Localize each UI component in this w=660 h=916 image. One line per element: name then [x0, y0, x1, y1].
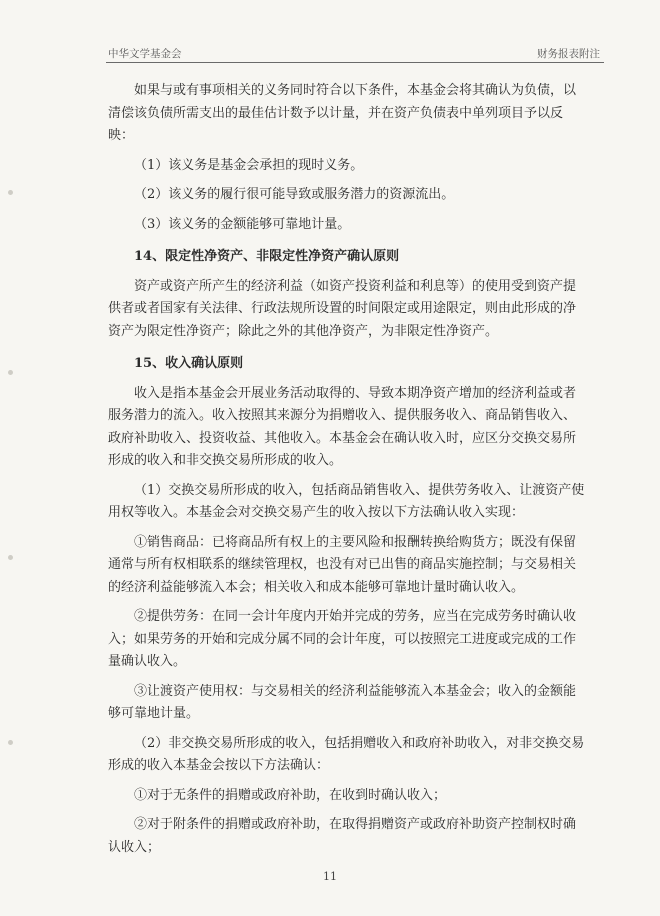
binding-holes — [8, 0, 16, 916]
liability-intro-paragraph: 如果与或有事项相关的义务同时符合以下条件，本基金会将其确认为负债，以清偿该负债所需支出的最佳估计数予以计量，并在资产负债表中单列项目予以反映： — [108, 83, 577, 143]
nonexchange-item-unconditional: ①对于无条件的捐赠或政府补助，在收到时确认收入； — [134, 787, 447, 803]
binding-hole — [8, 555, 13, 560]
binding-hole — [8, 370, 13, 375]
section-15-heading: 15、收入确认原则 — [134, 356, 244, 371]
section-14-paragraph: 资产或资产所产生的经济利益（如资产投资利益和利息等）的使用受到资产提供者或者国家有关法律、行政法规所设置的时间限定或用途限定，则由此形成的净资产为限定性净资产；除此之外的其他净资产，为非限定性净资产。 — [108, 278, 577, 339]
exchange-item-asset-use: ③让渡资产使用权：与交易相关的经济利益能够流入本基金会；收入的金额能够可靠地计量。 — [108, 683, 577, 721]
page-number: 11 — [323, 870, 337, 883]
section-15-paragraph: 收入是指本基金会开展业务活动取得的、导致本期净资产增加的经济利益或者服务潜力的流入。收入按照其来源分为捐赠收入、提供服务收入、商品销售收入、政府补助收入、投资收益、其他收入。本基金会在确认收入时，应区分交换交易所形成的收入和非交换交易所形成的收入。 — [108, 385, 577, 468]
document-body — [108, 80, 586, 859]
header-org-name: 中华文学基金会 — [108, 48, 182, 60]
liability-condition-2: （2）该义务的履行很可能导致或服务潜力的资源流出。 — [134, 187, 455, 202]
page-header — [106, 44, 604, 63]
nonexchange-item-conditional: ②对于附条件的捐赠或政府补助，在取得捐赠资产或政府补助资产控制权时确认收入； — [108, 817, 577, 855]
binding-hole — [8, 190, 13, 195]
nonexchange-income-intro: （2）非交换交易所形成的收入，包括捐赠收入和政府补助收入，对非交换交易形成的收入本基金会按以下方法确认： — [108, 735, 585, 773]
liability-condition-1: （1）该义务是基金会承担的现时义务。 — [134, 157, 364, 173]
header-section-title: 财务报表附注 — [537, 48, 600, 60]
binding-hole — [8, 740, 13, 745]
exchange-income-intro: （1）交换交易所形成的收入，包括商品销售收入、提供劳务收入、让渡资产使用权等收入。本基金会对交换交易产生的收入按以下方法确认收入实现： — [108, 482, 585, 520]
section-14-heading: 14、限定性净资产、非限定性净资产确认原则 — [134, 249, 400, 264]
liability-condition-3: （3）该义务的金额能够可靠地计量。 — [134, 216, 351, 232]
exchange-item-sales: ①销售商品：已将商品所有权上的主要风险和报酬转换给购货方；既没有保留通常与所有权相联系的继续管理权，也没有对已出售的商品实施控制；与交易相关的经济利益能够流入本会；相关收入和成本能够可靠地计量时确认收入。 — [108, 534, 577, 595]
exchange-item-services: ②提供劳务：在同一会计年度内开始并完成的劳务，应当在完成劳务时确认收入；如果劳务的开始和完成分属不同的会计年度，可以按照完工进度或完成的工作量确认收入。 — [108, 609, 577, 669]
